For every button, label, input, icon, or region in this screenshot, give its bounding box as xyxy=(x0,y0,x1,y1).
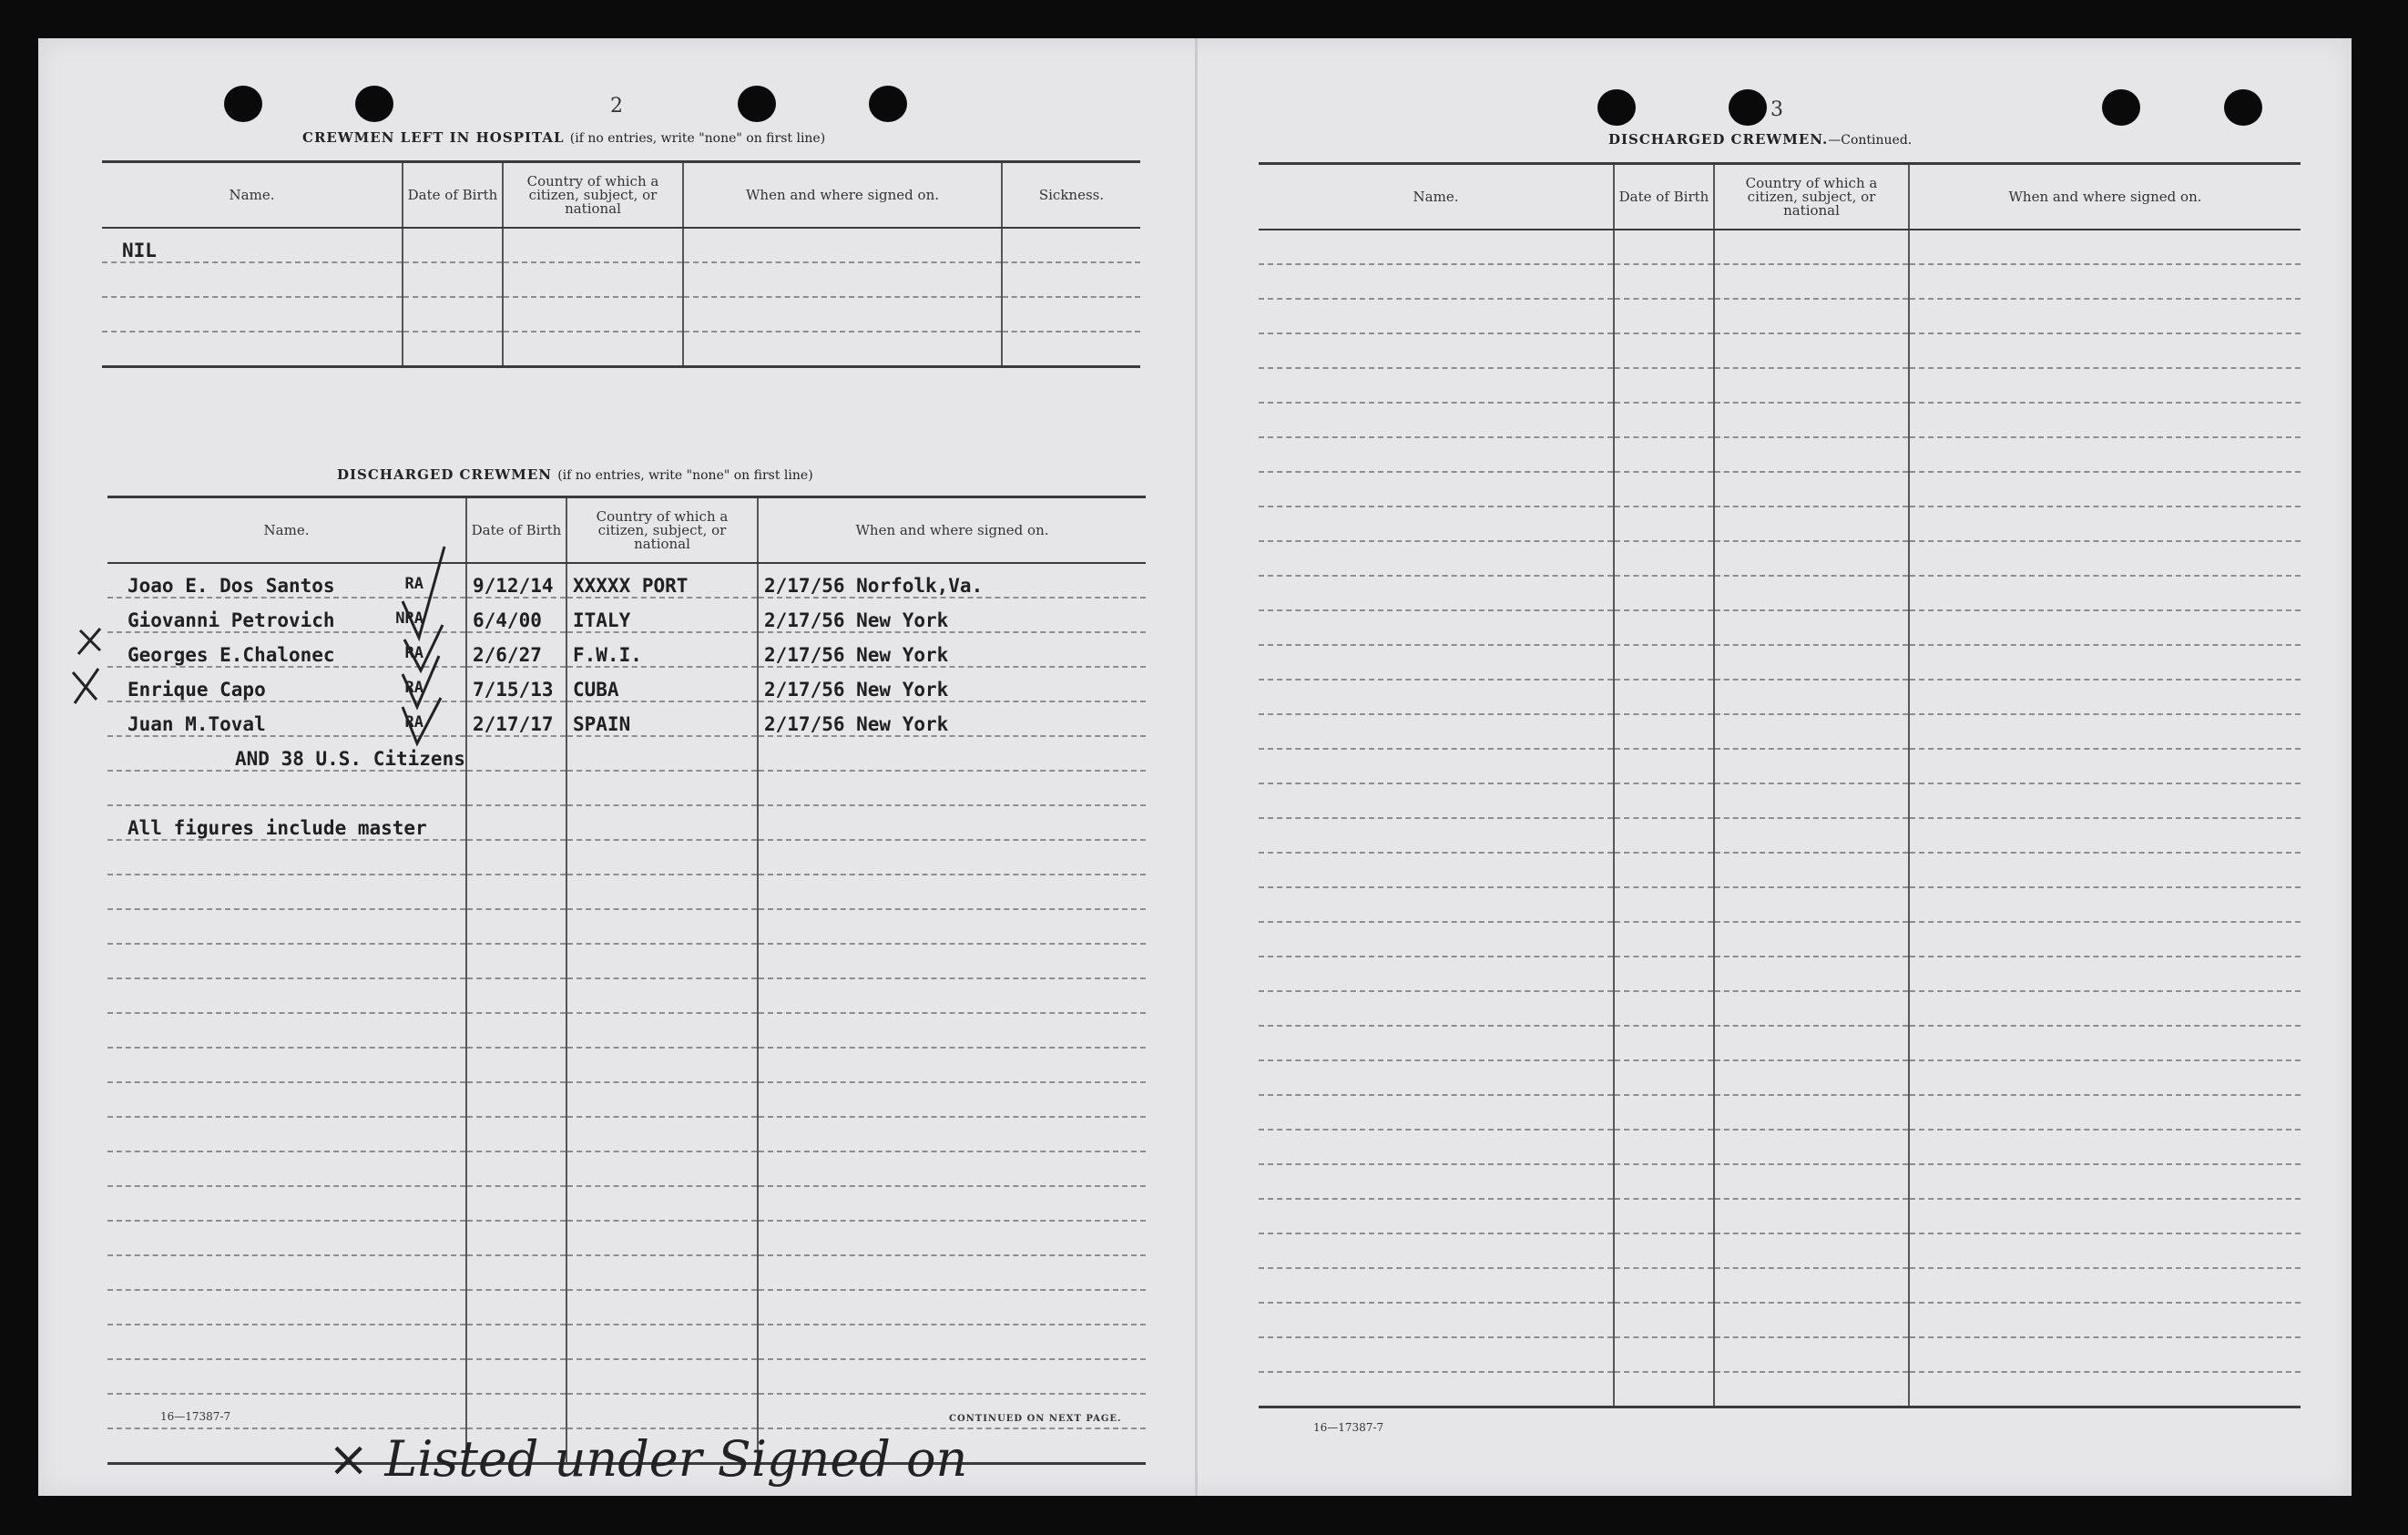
continued-note: CONTINUED ON NEXT PAGE. xyxy=(949,1414,1122,1424)
hospital-section-title xyxy=(302,129,825,146)
crew-country: XXXXX PORT xyxy=(566,563,758,598)
punch-hole xyxy=(869,86,907,122)
punch-hole xyxy=(2102,89,2140,126)
manifest-sheet xyxy=(38,38,2352,1496)
punch-hole xyxy=(224,86,262,122)
punch-hole xyxy=(738,86,776,122)
table-row xyxy=(107,598,1146,632)
crew-signed: 2/17/56 Norfolk,Va. xyxy=(758,563,1146,598)
crew-country: CUBA xyxy=(566,667,758,701)
handwritten-checkmarks xyxy=(366,537,475,774)
crew-country: ITALY xyxy=(566,598,758,632)
crew-name: Georges E.Chalonec xyxy=(128,644,335,666)
punch-hole xyxy=(355,86,393,122)
us-citizens-note: AND 38 U.S. Citizens xyxy=(107,736,466,771)
hospital-table xyxy=(102,160,1140,368)
discharged-table xyxy=(107,496,1146,1465)
handwritten-x: × xyxy=(328,1430,370,1488)
punch-hole xyxy=(1729,89,1767,126)
x-marks xyxy=(56,603,120,712)
table-row xyxy=(107,805,1146,840)
crew-dob: 6/4/00 xyxy=(466,598,566,632)
crew-code: RA xyxy=(404,644,423,662)
col-name: Name. xyxy=(107,497,466,564)
crew-code: RA xyxy=(404,713,423,732)
crew-signed: 2/17/56 New York xyxy=(758,598,1146,632)
crew-signed: 2/17/56 New York xyxy=(758,632,1146,667)
crew-dob: 9/12/14 xyxy=(466,563,566,598)
table-row xyxy=(107,736,1146,771)
punch-hole xyxy=(2224,89,2262,126)
discharged-title: DISCHARGED CREWMEN xyxy=(337,466,552,483)
page-number: 3 xyxy=(1770,98,1783,121)
col-dob: Date of Birth xyxy=(1614,164,1714,230)
col-country: Country of which a citizen, subject, or national xyxy=(503,162,683,229)
crew-dob: 7/15/13 xyxy=(466,667,566,701)
crew-dob: 2/17/17 xyxy=(466,701,566,736)
table-row xyxy=(107,563,1146,598)
handwritten-note xyxy=(328,1430,967,1488)
crew-name: Juan M.Toval xyxy=(128,713,266,735)
punch-hole xyxy=(1597,89,1636,126)
crew-signed: 2/17/56 New York xyxy=(758,701,1146,736)
crew-code: NRA xyxy=(395,609,423,628)
discharged-section-title xyxy=(337,466,813,483)
hospital-instruction: (if no entries, write "none" on first line) xyxy=(569,131,826,146)
form-number-right: 16—17387-7 xyxy=(1313,1421,1384,1434)
right-section-title xyxy=(1608,131,1912,148)
table-row xyxy=(107,667,1146,701)
handwritten-text: Listed under Signed on xyxy=(384,1430,968,1488)
hospital-title: CREWMEN LEFT IN HOSPITAL xyxy=(302,129,565,146)
table-row xyxy=(107,632,1146,667)
crew-signed: 2/17/56 New York xyxy=(758,667,1146,701)
hospital-entry: NIL xyxy=(102,228,403,262)
col-signed: When and where signed on. xyxy=(1909,164,2301,230)
col-signed: When and where signed on. xyxy=(758,497,1146,564)
col-name: Name. xyxy=(102,162,403,229)
crew-name: Enrique Capo xyxy=(128,679,266,701)
discharged-instruction: (if no entries, write "none" on first line) xyxy=(557,468,813,483)
col-dob: Date of Birth xyxy=(403,162,503,229)
page-number: 2 xyxy=(610,95,623,118)
table-row xyxy=(107,701,1146,736)
form-number-left: 16—17387-7 xyxy=(160,1410,231,1423)
crew-country: F.W.I. xyxy=(566,632,758,667)
right-title-suffix: —Continued. xyxy=(1828,133,1913,148)
page-fold xyxy=(1195,38,1198,1496)
right-title: DISCHARGED CREWMEN. xyxy=(1608,131,1829,148)
crew-name: Giovanni Petrovich xyxy=(128,609,335,631)
discharged-continued-table xyxy=(1259,162,2301,1408)
col-country: Country of which a citizen, subject, or national xyxy=(1714,164,1909,230)
col-name: Name. xyxy=(1259,164,1614,230)
col-dob: Date of Birth xyxy=(466,497,566,564)
col-sickness: Sickness. xyxy=(1002,162,1140,229)
master-note: All figures include master xyxy=(107,805,466,840)
crew-country: SPAIN xyxy=(566,701,758,736)
col-country: Country of which a citizen, subject, or national xyxy=(566,497,758,564)
crew-dob: 2/6/27 xyxy=(466,632,566,667)
col-signed: When and where signed on. xyxy=(683,162,1002,229)
crew-code: RA xyxy=(404,575,423,593)
crew-code: RA xyxy=(404,679,423,697)
crew-name: Joao E. Dos Santos xyxy=(128,575,335,597)
